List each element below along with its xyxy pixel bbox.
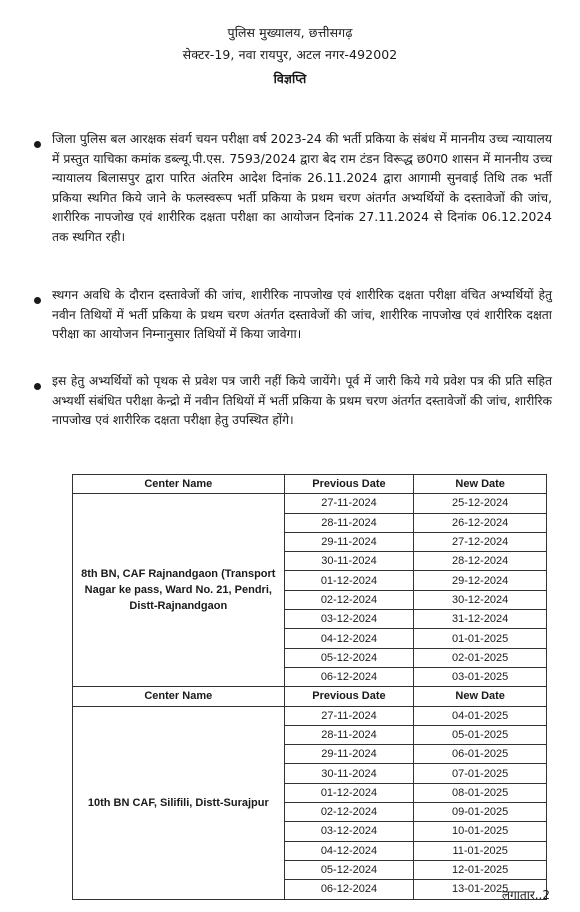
- previous-date-cell: 27-11-2024: [284, 494, 414, 513]
- continued-marker: लगातार..2: [501, 888, 550, 902]
- previous-date-cell: 30-11-2024: [284, 764, 414, 783]
- new-date-cell: 07-01-2025: [414, 764, 547, 783]
- previous-date-cell: 04-12-2024: [284, 629, 414, 648]
- notice-paragraph-2: स्थगन अवधि के दौरान दस्तावेजों की जांच, शारीरिक नापजोख एवं शारीरिक दक्षता परीक्षा वंचित अभ्यर्थियों हेतु नवीन तिथियों में भर्ती प्रकिया के प्रथम चरण अंतर्गत दस्तावेजों की जांच, शारीरिक नापजोख एवं शारीरिक दक्षता परीक्षा का आयोजन निम्नानुसार तिथियों में किया जावेगा।: [52, 288, 552, 341]
- previous-date-cell: 05-12-2024: [284, 860, 414, 879]
- previous-date-cell: 06-12-2024: [284, 880, 414, 899]
- previous-date-cell: 29-11-2024: [284, 745, 414, 764]
- table-header-row: [73, 687, 547, 706]
- new-date-cell: 30-12-2024: [414, 590, 547, 609]
- previous-date-cell: 06-12-2024: [284, 667, 414, 686]
- office-name: पुलिस मुख्यालय, छत्तीसगढ़: [227, 25, 353, 40]
- bullet-icon: [34, 141, 41, 148]
- center-name-cell: 10th BN CAF, Silifili, Distt-Surajpur: [73, 706, 285, 899]
- previous-date-cell: 30-11-2024: [284, 552, 414, 571]
- new-date-cell: 08-01-2025: [414, 783, 547, 802]
- office-address: सेक्टर-19, नवा रायपुर, अटल नगर-492002: [182, 47, 398, 62]
- notice-title: विज्ञप्ति: [273, 71, 307, 86]
- bullet-icon: [34, 383, 41, 390]
- new-date-cell: 28-12-2024: [414, 552, 547, 571]
- previous-date-cell: 28-11-2024: [284, 513, 414, 532]
- column-header: New Date: [414, 475, 547, 494]
- new-date-cell: 27-12-2024: [414, 532, 547, 551]
- table-row: [73, 494, 547, 513]
- new-date-cell: 10-01-2025: [414, 822, 547, 841]
- new-date-cell: 13-01-2025: [414, 880, 547, 899]
- new-date-cell: 11-01-2025: [414, 841, 547, 860]
- new-date-cell: 25-12-2024: [414, 494, 547, 513]
- notice-paragraph-1: जिला पुलिस बल आरक्षक संवर्ग चयन परीक्षा वर्ष 2023-24 की भर्ती प्रकिया के संबंध में माननीय उच्च न्यायालय में प्रस्तुत याचिका कमांक डब्ल्यू.पी.एस. 7593/2024 द्वारा बेद राम टंडन विरूद्ध छ0ग0 शासन में माननीय उच्च न्यायालय बिलासपुर द्वारा पारित अंतरिम आदेश दिनांक 26.11.2024 द्वारा आगामी सुनवाई तिथि तक भर्ती प्रकिया स्थगित किये जाने के फलस्वरूप भर्ती प्रकिया के प्रथम चरण अंतर्गत अभ्यर्थियों के दस्तावेजों की जांच, शारीरिक नापजोख एवं शारीरिक दक्षता परीक्षा का आयोजन दिनांक 27.11.2024 से दिनांक 06.12.2024 तक स्थगित रही।: [52, 132, 552, 244]
- new-date-cell: 31-12-2024: [414, 610, 547, 629]
- previous-date-cell: 29-11-2024: [284, 532, 414, 551]
- new-date-cell: 03-01-2025: [414, 667, 547, 686]
- new-date-cell: 06-01-2025: [414, 745, 547, 764]
- previous-date-cell: 27-11-2024: [284, 706, 414, 725]
- column-header: Previous Date: [284, 475, 414, 494]
- previous-date-cell: 03-12-2024: [284, 610, 414, 629]
- column-header: Previous Date: [284, 687, 414, 706]
- previous-date-cell: 01-12-2024: [284, 571, 414, 590]
- table-header-row: [73, 475, 547, 494]
- center-name-cell: 8th BN, CAF Rajnandgaon (Transport Nagar ke pass, Ward No. 21, Pendri, Distt-Rajnandgaon: [73, 494, 285, 687]
- new-date-cell: 26-12-2024: [414, 513, 547, 532]
- table-row: [73, 706, 547, 725]
- previous-date-cell: 02-12-2024: [284, 590, 414, 609]
- new-date-cell: 29-12-2024: [414, 571, 547, 590]
- previous-date-cell: 28-11-2024: [284, 725, 414, 744]
- notice-paragraph-3: इस हेतु अभ्यर्थियों को पृथक से प्रवेश पत्र जारी नहीं किये जायेंगे। पूर्व में जारी किये गये प्रवेश पत्र की प्रति सहित अभ्यर्थी संबंधित परीक्षा केन्द्रो में नवीन तिथियों में भर्ती प्रकिया के प्रथम चरण अंतर्गत दस्तावेजों की जांच, शारीरिक नापजोख एवं शारीरिक दक्षता परीक्षा हेतु उपस्थित होंगे।: [52, 374, 552, 427]
- new-date-cell: 09-01-2025: [414, 803, 547, 822]
- column-header: New Date: [414, 687, 547, 706]
- previous-date-cell: 02-12-2024: [284, 803, 414, 822]
- column-header: Center Name: [73, 475, 285, 494]
- column-header: Center Name: [73, 687, 285, 706]
- new-date-cell: 05-01-2025: [414, 725, 547, 744]
- new-date-cell: 12-01-2025: [414, 860, 547, 879]
- previous-date-cell: 03-12-2024: [284, 822, 414, 841]
- previous-date-cell: 04-12-2024: [284, 841, 414, 860]
- new-date-cell: 02-01-2025: [414, 648, 547, 667]
- new-date-cell: 01-01-2025: [414, 629, 547, 648]
- bullet-icon: [34, 297, 41, 304]
- previous-date-cell: 05-12-2024: [284, 648, 414, 667]
- previous-date-cell: 01-12-2024: [284, 783, 414, 802]
- new-date-cell: 04-01-2025: [414, 706, 547, 725]
- schedule-table: [72, 474, 547, 900]
